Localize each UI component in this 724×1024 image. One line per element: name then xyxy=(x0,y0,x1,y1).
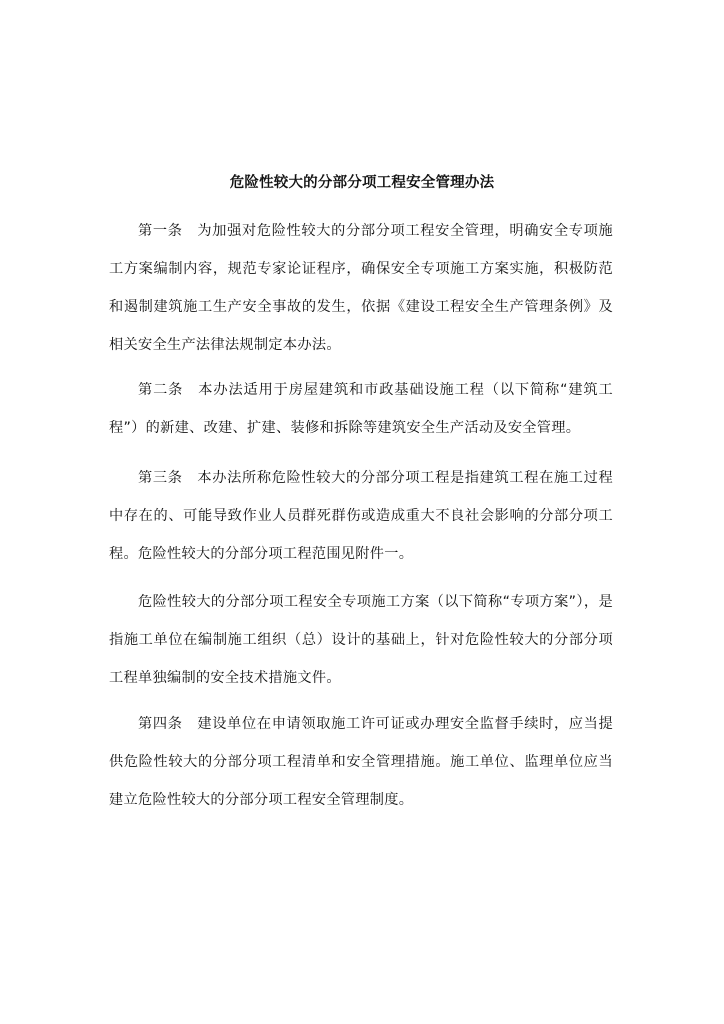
paragraph-article-2: 第二条 本办法适用于房屋建筑和市政基础设施工程（以下简称“建筑工程”）的新建、改建、扩建、装修和拆除等建筑安全生产活动及安全管理。 xyxy=(109,382,613,436)
document-title: 危险性较大的分部分项工程安全管理办法 xyxy=(229,175,495,191)
paragraph-article-4: 第四条 建设单位在申请领取施工许可证或办理安全监督手续时，应当提供危险性较大的分部分项工程清单和安全管理措施。施工单位、监理单位应当建立危险性较大的分部分项工程安全管理制度。 xyxy=(109,716,613,808)
paragraph-article-3: 第三条 本办法所称危险性较大的分部分项工程是指建筑工程在施工过程中存在的、可能导致作业人员群死群伤或造成重大不良社会影响的分部分项工程。危险性较大的分部分项工程范围见附件一。 xyxy=(109,470,613,562)
paragraph-special-plan-definition: 危险性较大的分部分项工程安全专项施工方案（以下简称“专项方案”），是指施工单位在编制施工组织（总）设计的基础上，针对危险性较大的分部分项工程单独编制的安全技术措施文件。 xyxy=(109,594,613,686)
paragraph-article-1: 第一条 为加强对危险性较大的分部分项工程安全管理，明确安全专项施工方案编制内容，规范专家论证程序，确保安全专项施工方案实施，积极防范和遏制建筑施工生产安全事故的发生，依据《建设工程安全生产管理条例》及相关安全生产法律法规制定本办法。 xyxy=(109,223,613,353)
